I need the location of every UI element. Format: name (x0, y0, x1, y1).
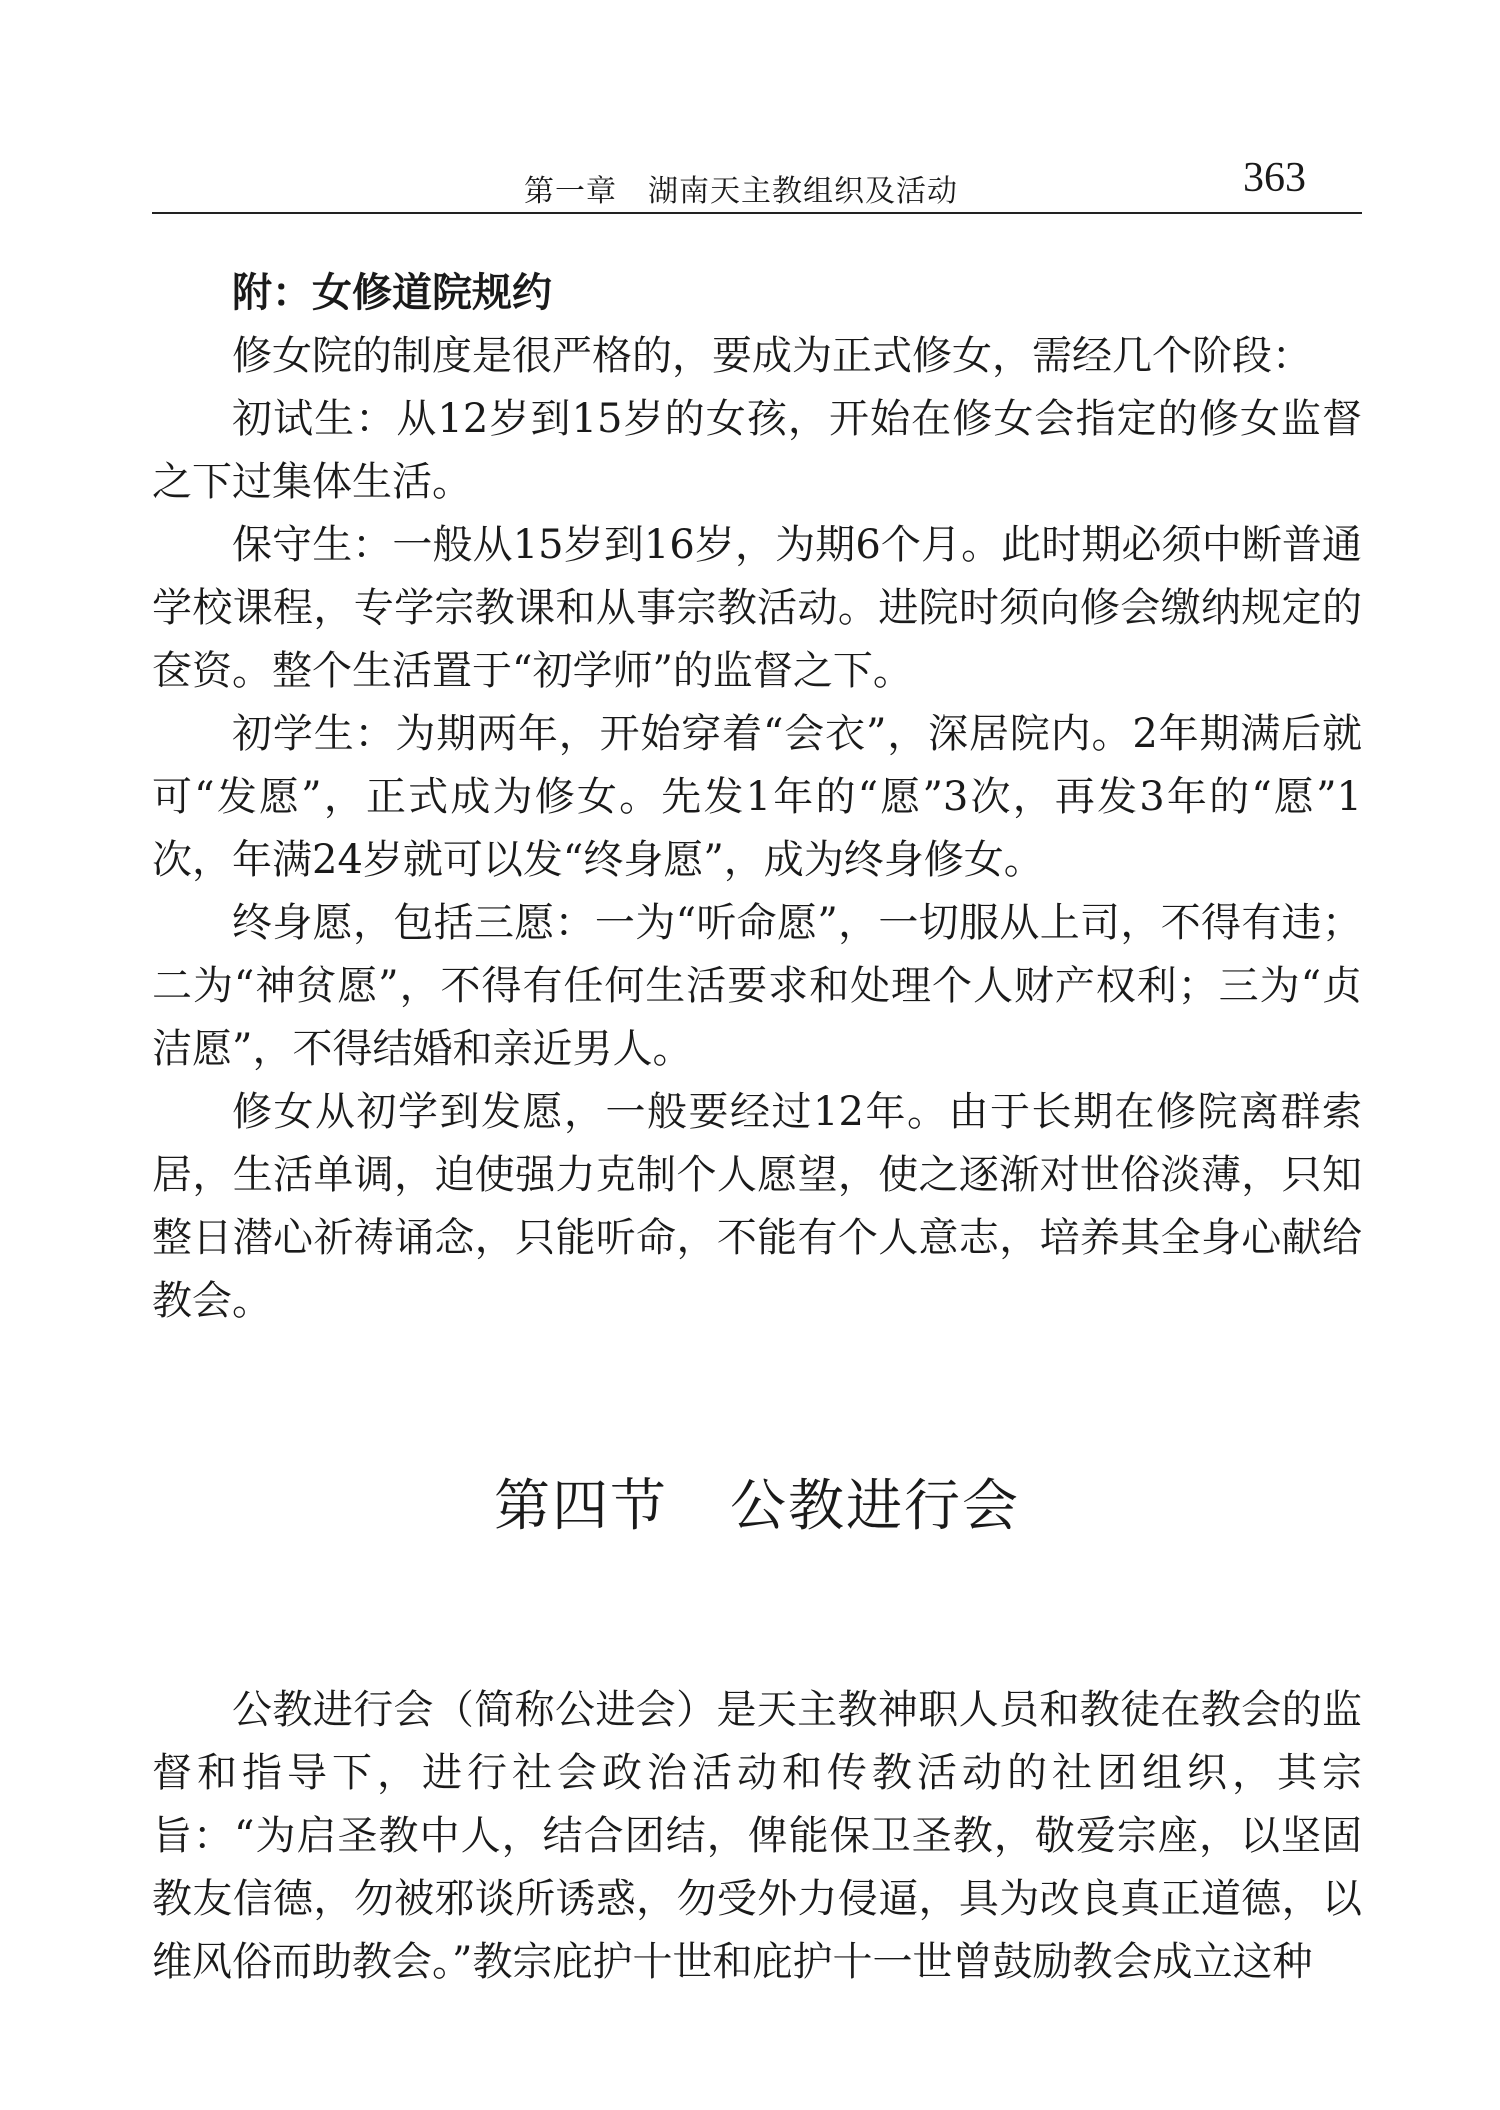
paragraph: 初学生：为期两年，开始穿着“会衣”，深居院内。2年期满后就可“发愿”，正式成为修女。先发1年的“愿”3次，再发3年的“愿”1次，年满24岁就可以发“终身愿”，成为终身修女。 (152, 711, 1362, 883)
section-heading (152, 1462, 1362, 1542)
paragraph: 终身愿，包括三愿：一为“听命愿”，一切服从上司，不得有违；二为“神贫愿”，不得有任何生活要求和处理个人财产权利；三为“贞洁愿”，不得结婚和亲近男人。 (152, 900, 1362, 1072)
paragraph: 公教进行会（简称公进会）是天主教神职人员和教徒在教会的监督和指导下，进行社会政治活动和传教活动的社团组织，其宗旨：“为启圣教中人，结合团结，俾能保卫圣教，敬爱宗座，以坚固教友信德，勿被邪谈所诱惑，勿受外力侵逼，具为改良真正道德，以维风俗而助教会。”教宗庇护十世和庇护十一世曾鼓励教会成立这种 (152, 1687, 1362, 1985)
paragraph: 初试生：从12岁到15岁的女孩，开始在修女会指定的修女监督之下过集体生活。 (152, 396, 1362, 505)
section-number: 第四节 (494, 1474, 668, 1539)
appendix-title: 附：女修道院规约 (232, 270, 552, 316)
paragraph: 保守生：一般从15岁到16岁，为期6个月。此时期必须中断普通学校课程，专学宗教课和从事宗教活动。进院时须向修会缴纳规定的奁资。整个生活置于“初学师”的监督之下。 (152, 522, 1362, 694)
section-title: 公教进行会 (730, 1474, 1020, 1539)
section-body (152, 1679, 1362, 1994)
running-header (152, 150, 1362, 214)
paragraph: 修女院的制度是很严格的，要成为正式修女，需经几个阶段： (232, 333, 1312, 379)
paragraph: 修女从初学到发愿，一般要经过12年。由于长期在修院离群索居，生活单调，迫使强力克制个人愿望，使之逐渐对世俗淡薄，只知整日潜心祈祷诵念，只能听命，不能有个人意志，培养其全身心献给教会。 (152, 1089, 1362, 1324)
appendix-block (152, 262, 1362, 1333)
page-number: 363 (1243, 155, 1306, 201)
chapter-title: 第一章 湖南天主教组织及活动 (524, 174, 958, 209)
